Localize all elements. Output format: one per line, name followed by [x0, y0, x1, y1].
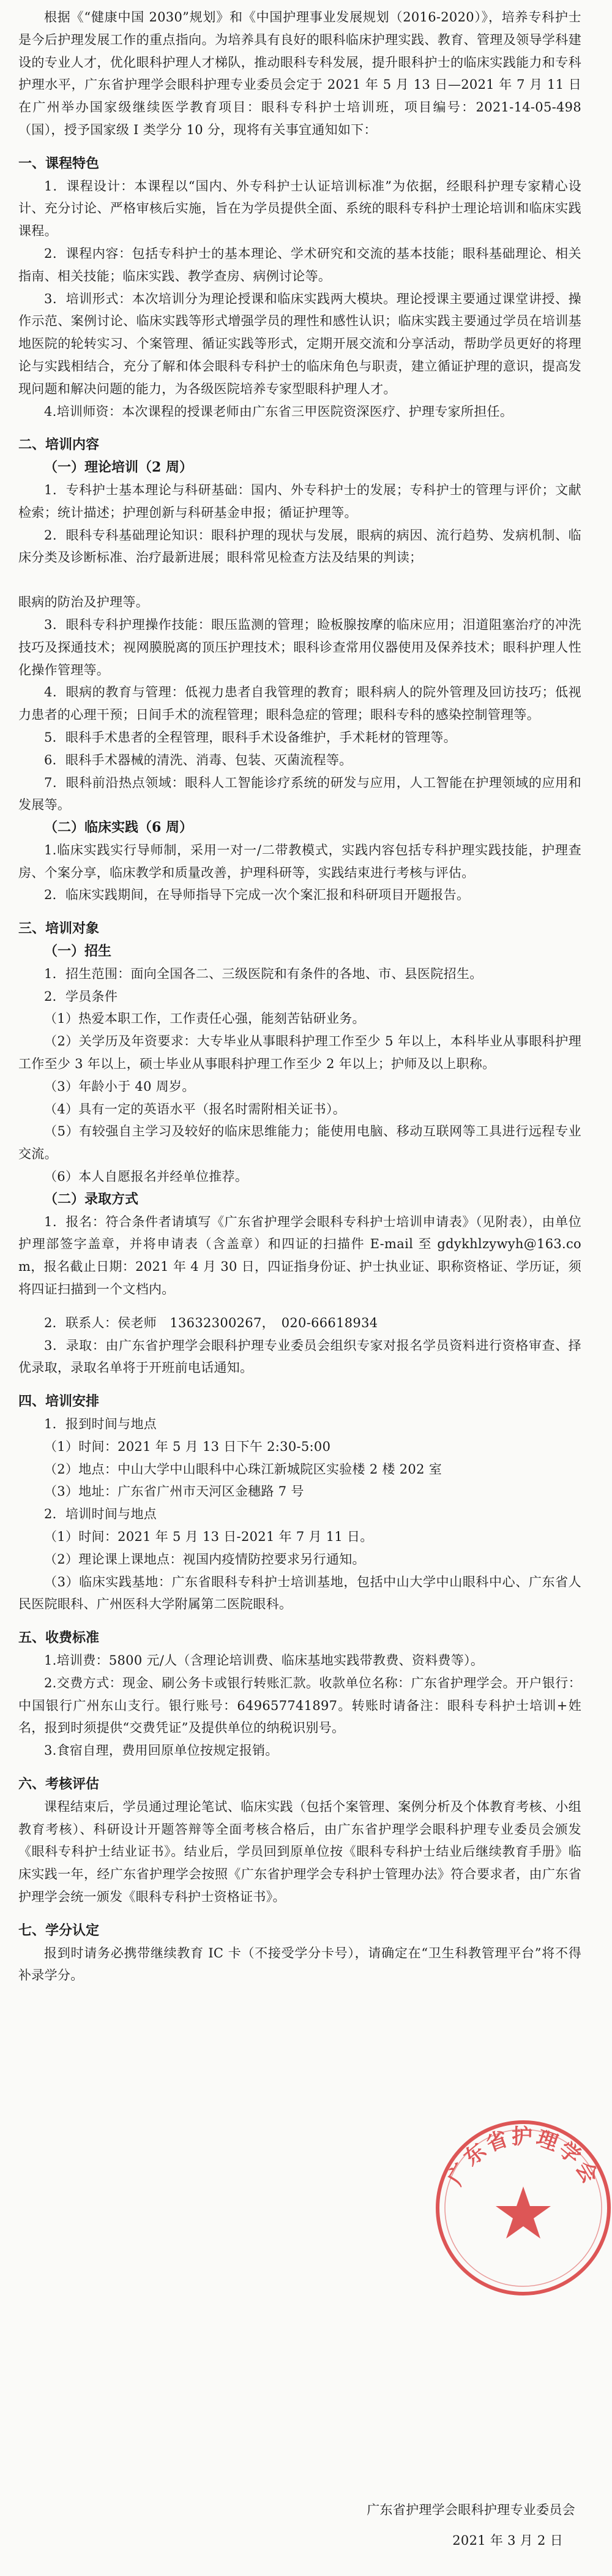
s3-sub-enroll: （一）招生: [44, 943, 112, 960]
seal-text: 广东省护理学会: [442, 2124, 604, 2190]
s4-clinical-base: （3）临床实践基地：广东省眼科专科护士培训基地，包括中山大学中山眼科中心、广东省人民医院眼科、广州医科大学附属第二医院眼科。: [18, 1574, 581, 1612]
s2-clinical-2: 2．临床实践期间，在导师指导下完成一次个案汇报和科研项目开题报告。: [44, 887, 470, 903]
s2-sub-theory: （一）理论培训（2 周）: [44, 459, 193, 476]
s3-enroll-conditions: 2．学员条件: [44, 989, 118, 1004]
s5-board: 3.食宿自理，费用回原单位按规定报销。: [44, 1743, 278, 1758]
s2-theory-3: 3．眼科专科护理操作技能：眼压监测的管理；睑板腺按摩的临床应用；泪道阻塞治疗的冲洗技巧及探通技术；视网膜脱离的顶压护理技术；眼科诊查常用仪器使用及保养技术；眼科护理人性化操作管理等。: [18, 617, 581, 677]
s1-item-3: 3．培训形式：本次培训分为理论授课和临床实践两大模块。理论授课主要通过课堂讲授、操作示范、案例讨论、临床实践等形式增强学员的理性和感性认识；临床实践主要通过学员在培训基地医院的轮转实习、个案管理、循证实践等形式，定期开展交流和分享活动，帮助学员更好的将理论与实践相结合，充分了解和体会眼科专科护士的临床角色与职责，建立循证护理的意识，提高发现问题和解决问题的能力，为各级医院培养专家型眼科护理人才。: [18, 291, 581, 396]
s4-report-title: 1．报到时间与地点: [44, 1417, 157, 1432]
section-2-title: 二、培训内容: [18, 437, 100, 453]
s3-enroll-scope: 1．招生范围：面向全国各二、三级医院和有条件的各地、市、县医院招生。: [44, 966, 483, 981]
section-5-title: 五、收费标准: [18, 1630, 100, 1646]
s3-admission-3: 3．录取：由广东省护理学会眼科护理专业委员会组织专家对报名学员资料进行资格审查、择优录取，录取名单将于开班前电话通知。: [18, 1338, 581, 1376]
signature-date: 2021 年 3 月 2 日: [452, 2533, 563, 2548]
intro-paragraph: 根据《“健康中国 2030”规划》和《中国护理事业发展规划（2016-2020）》，培养专科护士是今后护理发展工作的重点指向。为培养具有良好的眼科临床护理实践、教育、管理及领导学科建设的专业人才，优化眼科护理人才梯队，推动眼科专科发展，提升眼科护士的临床实践能力和专科护理水平，广东省护理学会眼科护理专业委员会定于 2021 年 5 月 13 日—2021 年 7 月 11 日在广州举办国家级继续医学教育项目：眼科专科护士培训班，项目编号：2021-14-05-498（国），授予国家级 I 类学分 10 分，现将有关事宜通知如下：: [18, 10, 581, 137]
s4-report-place: （2）地点：中山大学中山眼科中心珠江新城院区实验楼 2 楼 202 室: [44, 1461, 442, 1477]
s3-condition-4: （4）具有一定的英语水平（报名时需附相关证书）。: [44, 1101, 346, 1117]
section-3-title: 三、培训对象: [18, 921, 100, 937]
s2-theory-4: 4．眼病的教育与管理：低视力患者自我管理的教育；眼科病人的院外管理及回访技巧；低视力患者的心理干预；日间手术的流程管理；眼科急症的管理；眼科专科的感染控制管理等。: [18, 685, 581, 723]
s3-condition-5: （5）有较强自主学习及较好的临床思维能力；能使用电脑、移动互联网等工具进行远程专业交流。: [18, 1124, 581, 1162]
s2-clinical-1: 1.临床实践实行导师制，采用一对一/二带教模式，实践内容包括专科护理实践技能，护理查房、个案分享，临床教学和质量改善，护理科研等，实践结束进行考核与评估。: [18, 842, 581, 880]
s5-payment: 2.交费方式：现金、刷公务卡或银行转账汇款。收款单位名称：广东省护理学会。开户银行：中国银行广州东山支行。银行账号：649657741897。转账时请备注：眼科专科护士培训+姓名，报到时须提供“交费凭证”及提供单位的纳税识别号。: [18, 1675, 581, 1736]
s2-theory-7: 7．眼科前沿热点领域：眼科人工智能诊疗系统的研发与应用，人工智能在护理领域的应用和发展等。: [18, 775, 581, 813]
s4-report-address: （3）地址：广东省广州市天河区金穗路 7 号: [44, 1484, 304, 1499]
s7-credits: 报到时请务必携带继续教育 IC 卡（不接受学分卡号），请确定在“卫生科教管理平台”将不得补录学分。: [18, 1945, 581, 1983]
s6-assessment: 课程结束后，学员通过理论笔试、临床实践（包括个案管理、案例分析及个体教育考核、小组教育考核）、科研设计开题答辩等全面考核合格后，由广东省护理学会眼科护理专业委员会颁发《眼科专科护士结业证书》。结业后，学员回到原单位按《眼科专科护士结业后继续教育手册》临床实践一年，经广东省护理学会按照《广东省护理学会专科护士管理办法》符合要求者，由广东省护理学会统一颁发《眼科专科护士资格证书》。: [18, 1799, 581, 1904]
s2-sub-clinical: （二）临床实践（6 周）: [44, 819, 193, 836]
official-seal-stamp: [428, 2113, 612, 2303]
signature-org: 广东省护理学会眼科护理专业委员会: [367, 2503, 575, 2517]
section-6-title: 六、考核评估: [18, 1776, 100, 1792]
s4-training-place: （2）理论课上课地点：视国内疫情防控要求另行通知。: [44, 1551, 365, 1567]
s3-admission-contact: 2．联系人：侯老师 13632300267， 020-66618934: [44, 1315, 378, 1330]
s4-training-title: 2．培训时间与地点: [44, 1507, 157, 1522]
s1-item-2: 2．课程内容：包括专科护士的基本理论、学术研究和交流的基本技能；眼科基础理论、相关指南、相关技能；临床实践、教学查房、病例讨论等。: [18, 246, 581, 284]
section-7-title: 七、学分认定: [18, 1922, 100, 1938]
s2-theory-1: 1．专科护士基本理论与科研基础：国内、外专科护士的发展；专科护士的管理与评价；文献检索；统计描述；护理创新与科研基金申报；循证护理等。: [18, 482, 581, 520]
section-4-title: 四、培训安排: [18, 1393, 100, 1410]
s2-theory-5: 5．眼科手术患者的全程管理，眼科手术设备维护，手术耗材的管理等。: [44, 729, 457, 745]
s3-condition-2: （2）关学历及年资要求：大专毕业从事眼科护理工作至少 5 年以上，本科毕业从事眼科护理工作至少 3 年以上，硕士毕业从事眼科护理工作至少 2 年以上；护师及以上职称。: [18, 1034, 581, 1072]
s2-theory-2-cont: 眼病的防治及护理等。: [18, 595, 149, 610]
s2-theory-2: 2．眼科专科基础理论知识：眼科护理的现状与发展，眼病的病因、流行趋势、发病机制、临床分类及诊断标准、治疗最新进展；眼科常见检查方法及结果的判读；: [18, 527, 581, 565]
s2-theory-6: 6．眼科手术器械的清洗、消毒、包装、灭菌流程等。: [44, 752, 353, 767]
section-1-title: 一、课程特色: [18, 155, 100, 171]
s1-item-4: 4.培训师资：本次课程的授课老师由广东省三甲医院资深医疗、护理专家所担任。: [44, 404, 513, 419]
s1-item-1: 1．课程设计：本课程以“国内、外专科护士认证培训标准”为依据，经眼科护理专家精心设计、充分讨论、严格审核后实施，旨在为学员提供全面、系统的眼科专科护士理论培训和临床实践课程。: [18, 178, 581, 239]
s5-fee: 1.培训费：5800 元/人（含理论培训费、临床基地实践带教费、资料费等）。: [44, 1652, 484, 1668]
s3-admission-1: 1．报名：符合条件者请填写《广东省护理学会眼科专科护士培训申请表》（见附表），由单位护理部签字盖章，并将申请表（含盖章）和四证的扫描件 E-mail 至 gdykhlzywyh@163.com，报名截止日期：2021 年 4 月 30 日，四证指身份证、护士执业证、职称资格证、学历证，须将四证扫描到一个文档内。: [18, 1214, 581, 1297]
svg-text:广东省护理学会: [443, 2125, 603, 2190]
s3-sub-admission: （二）录取方式: [44, 1191, 139, 1207]
s4-report-time: （1）时间：2021 年 5 月 13 日下午 2:30-5:00: [44, 1439, 331, 1454]
s3-condition-3: （3）年龄小于 40 周岁。: [44, 1079, 195, 1094]
s3-condition-1: （1）热爱本职工作，工作责任心强，能刻苦钻研业务。: [44, 1011, 365, 1026]
s3-condition-6: （6）本人自愿报名并经单位推荐。: [44, 1169, 248, 1184]
s4-training-time: （1）时间：2021 年 5 月 13 日-2021 年 7 月 11 日。: [44, 1529, 373, 1544]
